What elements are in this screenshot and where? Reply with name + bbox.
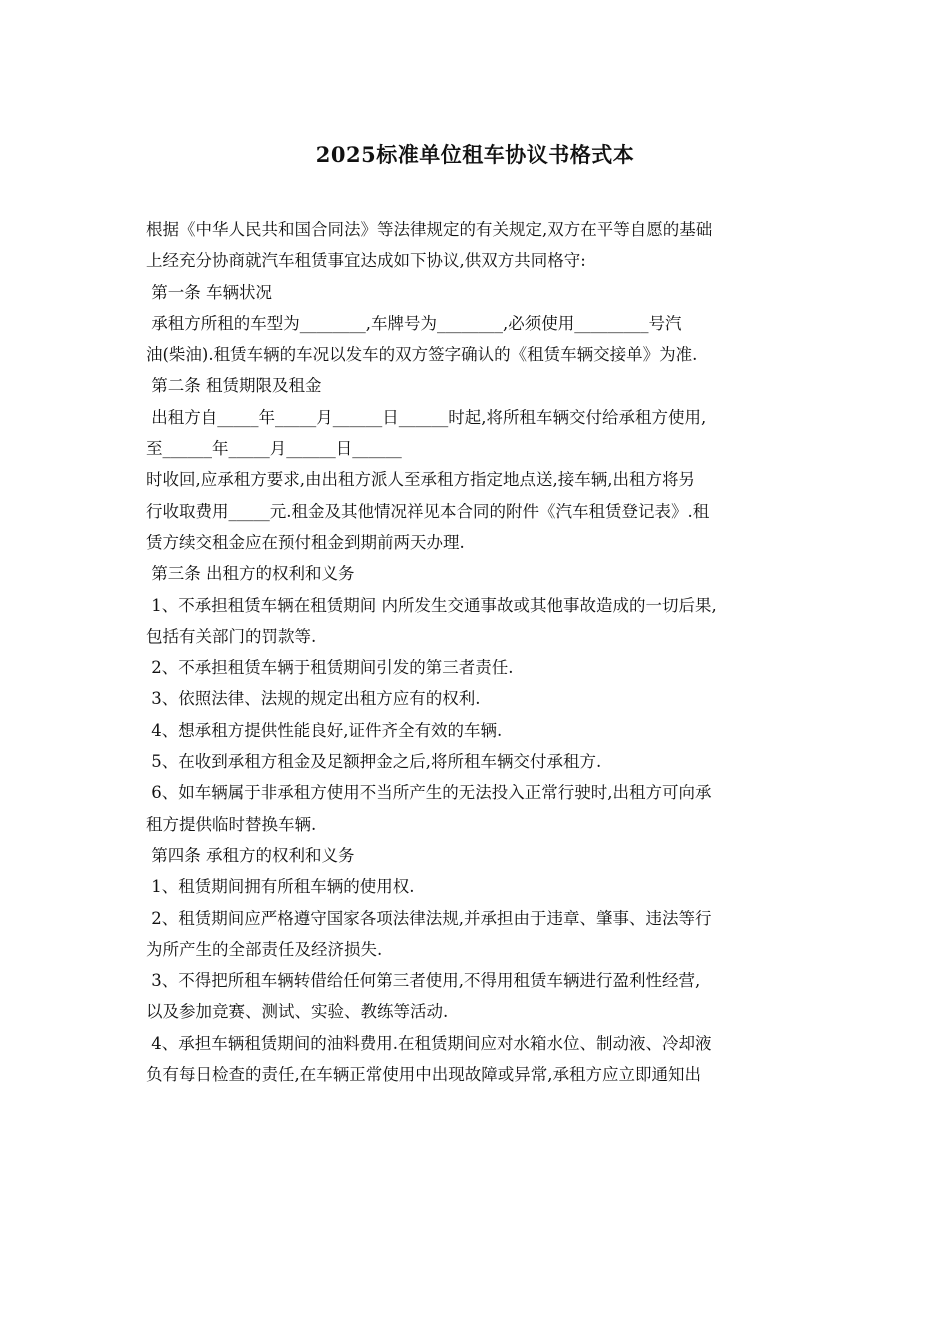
list-item: 2、不承担租赁车辆于租赁期间引发的第三者责任. [146, 658, 514, 678]
article-heading: 第二条 租赁期限及租金 [146, 376, 322, 396]
list-item: 1、不承担租赁车辆在租赁期间 内所发生交通事故或其他事故造成的一切后果, [146, 595, 717, 615]
text-line: 以及参加竞赛、测试、实验、教练等活动. [146, 1002, 449, 1022]
text-line: 包括有关部门的罚款等. [146, 626, 317, 646]
text-line: 赁方续交租金应在预付租金到期前两天办理. [146, 532, 465, 552]
list-item: 1、租赁期间拥有所租车辆的使用权. [146, 877, 415, 897]
article-heading: 第四条 承租方的权利和义务 [146, 845, 355, 865]
list-item: 2、租赁期间应严格遵守国家各项法律法规,并承担由于违章、肇事、违法等行 [146, 908, 712, 928]
text-line: 根据《中华人民共和国合同法》等法律规定的有关规定,双方在平等自愿的基础 [146, 220, 713, 239]
list-item: 4、想承租方提供性能良好,证件齐全有效的车辆. [146, 720, 503, 740]
text-line: 行收取费用_____元.租金及其他情况祥见本合同的附件《汽车租赁登记表》.租 [146, 501, 710, 521]
text-line: 时收回,应承租方要求,由出租方派人至承租方指定地点送,接车辆,出租方将另 [146, 470, 695, 490]
article-heading: 第三条 出租方的权利和义务 [146, 564, 355, 584]
list-item: 6、如车辆属于非承租方使用不当所产生的无法投入正常行驶时,出租方可向承 [146, 783, 712, 803]
text-line: 为所产生的全部责任及经济损失. [146, 939, 383, 959]
text-line: 租方提供临时替换车辆. [146, 814, 317, 834]
document-body [146, 214, 812, 1090]
text-line: 承租方所租的车型为________,车牌号为________,必须使用_________号汽 [146, 313, 682, 333]
text-line: 上经充分协商就汽车租赁事宜达成如下协议,供双方共同格守: [146, 251, 586, 271]
document-title: 2025标准单位租车协议书格式本 [315, 142, 635, 167]
text-line: 油(柴油).租赁车辆的车况以发车的双方签字确认的《租赁车辆交接单》为准. [146, 345, 698, 365]
text-line: 至______年_____月______日______ [146, 439, 402, 459]
list-item: 3、依照法律、法规的规定出租方应有的权利. [146, 689, 481, 709]
list-item: 4、承担车辆租赁期间的油料费用.在租赁期间应对水箱水位、制动液、冷却液 [146, 1033, 712, 1053]
list-item: 5、在收到承租方租金及足额押金之后,将所租车辆交付承租方. [146, 752, 602, 772]
article-heading: 第一条 车辆状况 [146, 282, 272, 302]
text-line: 负有每日检查的责任,在车辆正常使用中出现故障或异常,承租方应立即通知出 [146, 1065, 701, 1085]
list-item: 3、不得把所租车辆转借给任何第三者使用,不得用租赁车辆进行盈利性经营, [146, 971, 701, 991]
text-line: 出租方自_____年_____月______日______时起,将所租车辆交付给承租方使用, [146, 407, 707, 427]
